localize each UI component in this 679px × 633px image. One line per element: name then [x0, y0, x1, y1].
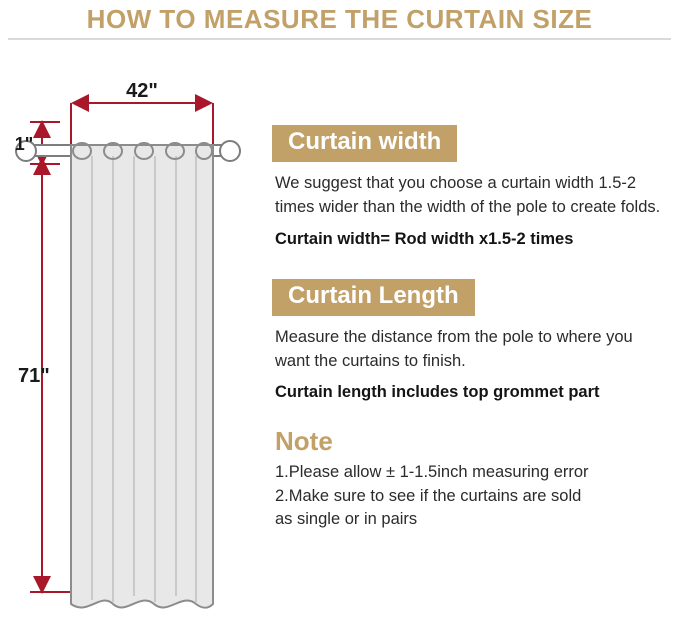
section-length-paragraph: Measure the distance from the pole to where you want the curtains to finish.: [275, 327, 633, 370]
section-length-formula: Curtain length includes top grommet part: [275, 383, 600, 402]
note-line-2: 2.Make sure to see if the curtains are sold: [275, 486, 582, 505]
note-line-3: as single or in pairs: [275, 510, 418, 529]
curtain-measurement-diagram: [0, 44, 286, 628]
section-banner-curtain-length: Curtain Length: [272, 279, 475, 316]
width-label: 42": [126, 80, 158, 102]
page-title: [0, 0, 679, 38]
section-width-formula: Curtain width= Rod width x1.5-2 times: [275, 229, 574, 248]
instructions-column: [272, 125, 672, 532]
note-line-1: 1.Please allow ± 1-1.5inch measuring error: [275, 463, 589, 482]
section-banner-curtain-width: Curtain width: [272, 125, 457, 162]
curtain-panel: [71, 143, 213, 608]
spacer: [272, 249, 672, 279]
page-title-text: HOW TO MEASURE THE CURTAIN SIZE: [86, 3, 593, 34]
grommet-label: 1": [14, 134, 34, 154]
section-width-banner-row: [272, 125, 672, 162]
spacer: [272, 402, 672, 426]
note-heading: Note: [275, 426, 333, 457]
length-label: 71": [18, 365, 50, 387]
title-divider: [8, 38, 671, 40]
section-length-banner-row: [272, 279, 672, 316]
section-width-paragraph: We suggest that you choose a curtain width 1.5-2 times wider than the width of the pole to create folds.: [275, 173, 661, 216]
